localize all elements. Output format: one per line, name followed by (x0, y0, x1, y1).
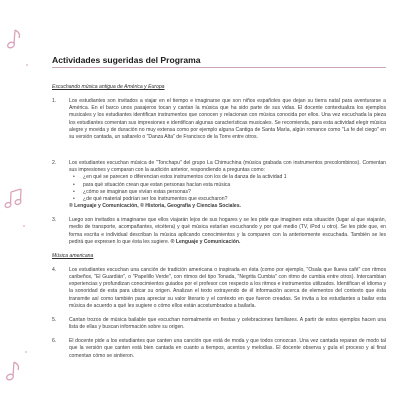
decoration-dot (23, 225, 25, 227)
question-item: • para qué situación crean que estan personas hacían esta música (69, 182, 386, 189)
music-note-icon (4, 189, 21, 208)
activity-text: Los estudiantes escuchan una canción de tradición americana o inspirada en ésta (como por ejemplo, "Osala que llueva café" con ritmos caribeños, "El Guardián", o "Papelillo Verde", con ritmos del tipo Tonada, "Negrita Cumbia" con ritmo de cumbia entre otros). Intercambian experiencias y profundizan conocimientos guiados por el profesor con respecto a los ritmos e instrumentos utilizados. Identifican el idioma y la sonoridad de esta para ubicar su origen. Analizan el texto extrayendo de él información acerca de elementos del contexto que ésta transmite así como también para apreciar su valor literario y el contexto en que fueron creadas. Se invita a los estudiantes a bailar esta música de acuerdo a qué les sugiere o cómo ellos están acostumbrados a bailarla. (69, 266, 386, 309)
activity-item (52, 98, 386, 141)
section-heading: Música americana (52, 252, 94, 259)
title-rule (52, 67, 386, 68)
content (52, 84, 386, 367)
decoration-dot (26, 64, 28, 66)
activity-text: Los estudiantes escuchan música de "Tonchapu" del grupo La Chimuchina (música grabada con instrumentos precolombinos). Comentan sus impresiones y comparan con la audición anterior, respondiendo a preguntas como: (69, 160, 386, 174)
activity-text (69, 217, 386, 246)
section-heading: Escuchando música antigua de América y Europa (52, 84, 165, 90)
activity-item (52, 217, 386, 246)
question-item: • ¿de qué material podrían ser los instrumentos que escucharon? (69, 196, 386, 203)
subject-reference: ® Lenguaje y Comunicación. (170, 238, 241, 245)
music-note-icon (6, 362, 19, 381)
activity-text-body: Luego son invitados a imaginarse que ellos viajarán lejos de sus hogares y se les pide que imaginen esta situación (lugar al que viajarán, medio de transporte, acompañantes, etcétera) y qué música estarían escuchando y por qué medio (TV, iPod u otro). Se les pide que, en forma escrita e individual describan la música aplicando conocimientos y la comparen con la anteriormente escuchada. También se les pedirá que expresen lo que ésta les sugiere. (69, 217, 386, 245)
activity-text: Los estudiantes son invitados a viajar en el tiempo e imaginarse que son niños españoles que dejan su tierra natal para aventurarse a América. En el barco unos pasajeros tocan y cantan la música que ha sido parte de sus vidas. El docente contextualiza los ejemplos musicales y los estudiantes identifican instrumentos que conocen y relacionan con música conocida por ellos. Una vez escuchada la pieza los estudiantes comentan sus impresiones e identifican algunas características musicales. Se recomienda, para esta actividad elegir música alegre y movida y de duración no muy extensa como por ejemplo alguna Cantiga de Santa María, algún romance como "La fe del ciego" en su versión cantada, un saltarelo o "Danza Alta" de Francisco de la Torre entre otros. (69, 98, 386, 140)
music-note-icon (7, 30, 20, 49)
question-item: • ¿en qué se parecen o diferencian estos instrumentos con los de la danza de la actividad 1 (69, 174, 386, 181)
activity-number: 6. (52, 338, 57, 345)
question-item: • ¿cómo se imaginan que vivían estas personas? (69, 189, 386, 196)
decoration-dot (25, 351, 27, 353)
question-list (69, 174, 386, 203)
activity-number: 1. (52, 98, 57, 105)
subject-reference: ® Lenguaje y Comunicación, ® Historia, Geografía y Ciencias Sociales. (69, 203, 241, 210)
activity-item (52, 160, 386, 210)
activity-item (52, 267, 386, 310)
activity-text: Cantan trozos de música bailable que escuchan normalmente en fiestas y celebraciones familiares. A partir de estos ejemplos hacen una lista de ellas y buscan información sobre su origen. (69, 316, 386, 331)
activity-number: 2. (52, 160, 57, 167)
activity-text: El docente pide a los estudiantes que canten una canción que está de moda y que todos conozcan. Una vez cantada reparan de modo tal que la versión que canten está bien cantada en cuanto a tiempos, acentos y melodías. El docente observa y guía el proceso y al final comentan cómo se sintieron. (69, 338, 386, 359)
activity-number: 5. (52, 316, 57, 323)
margin-decoration (0, 0, 40, 400)
activity-item (52, 338, 386, 359)
activity-item (52, 317, 386, 331)
activity-number: 4. (52, 266, 57, 273)
margin-decoration-art (0, 0, 40, 400)
page-title: Actividades sugeridas del Programa (52, 55, 201, 65)
activity-number: 3. (52, 217, 57, 224)
